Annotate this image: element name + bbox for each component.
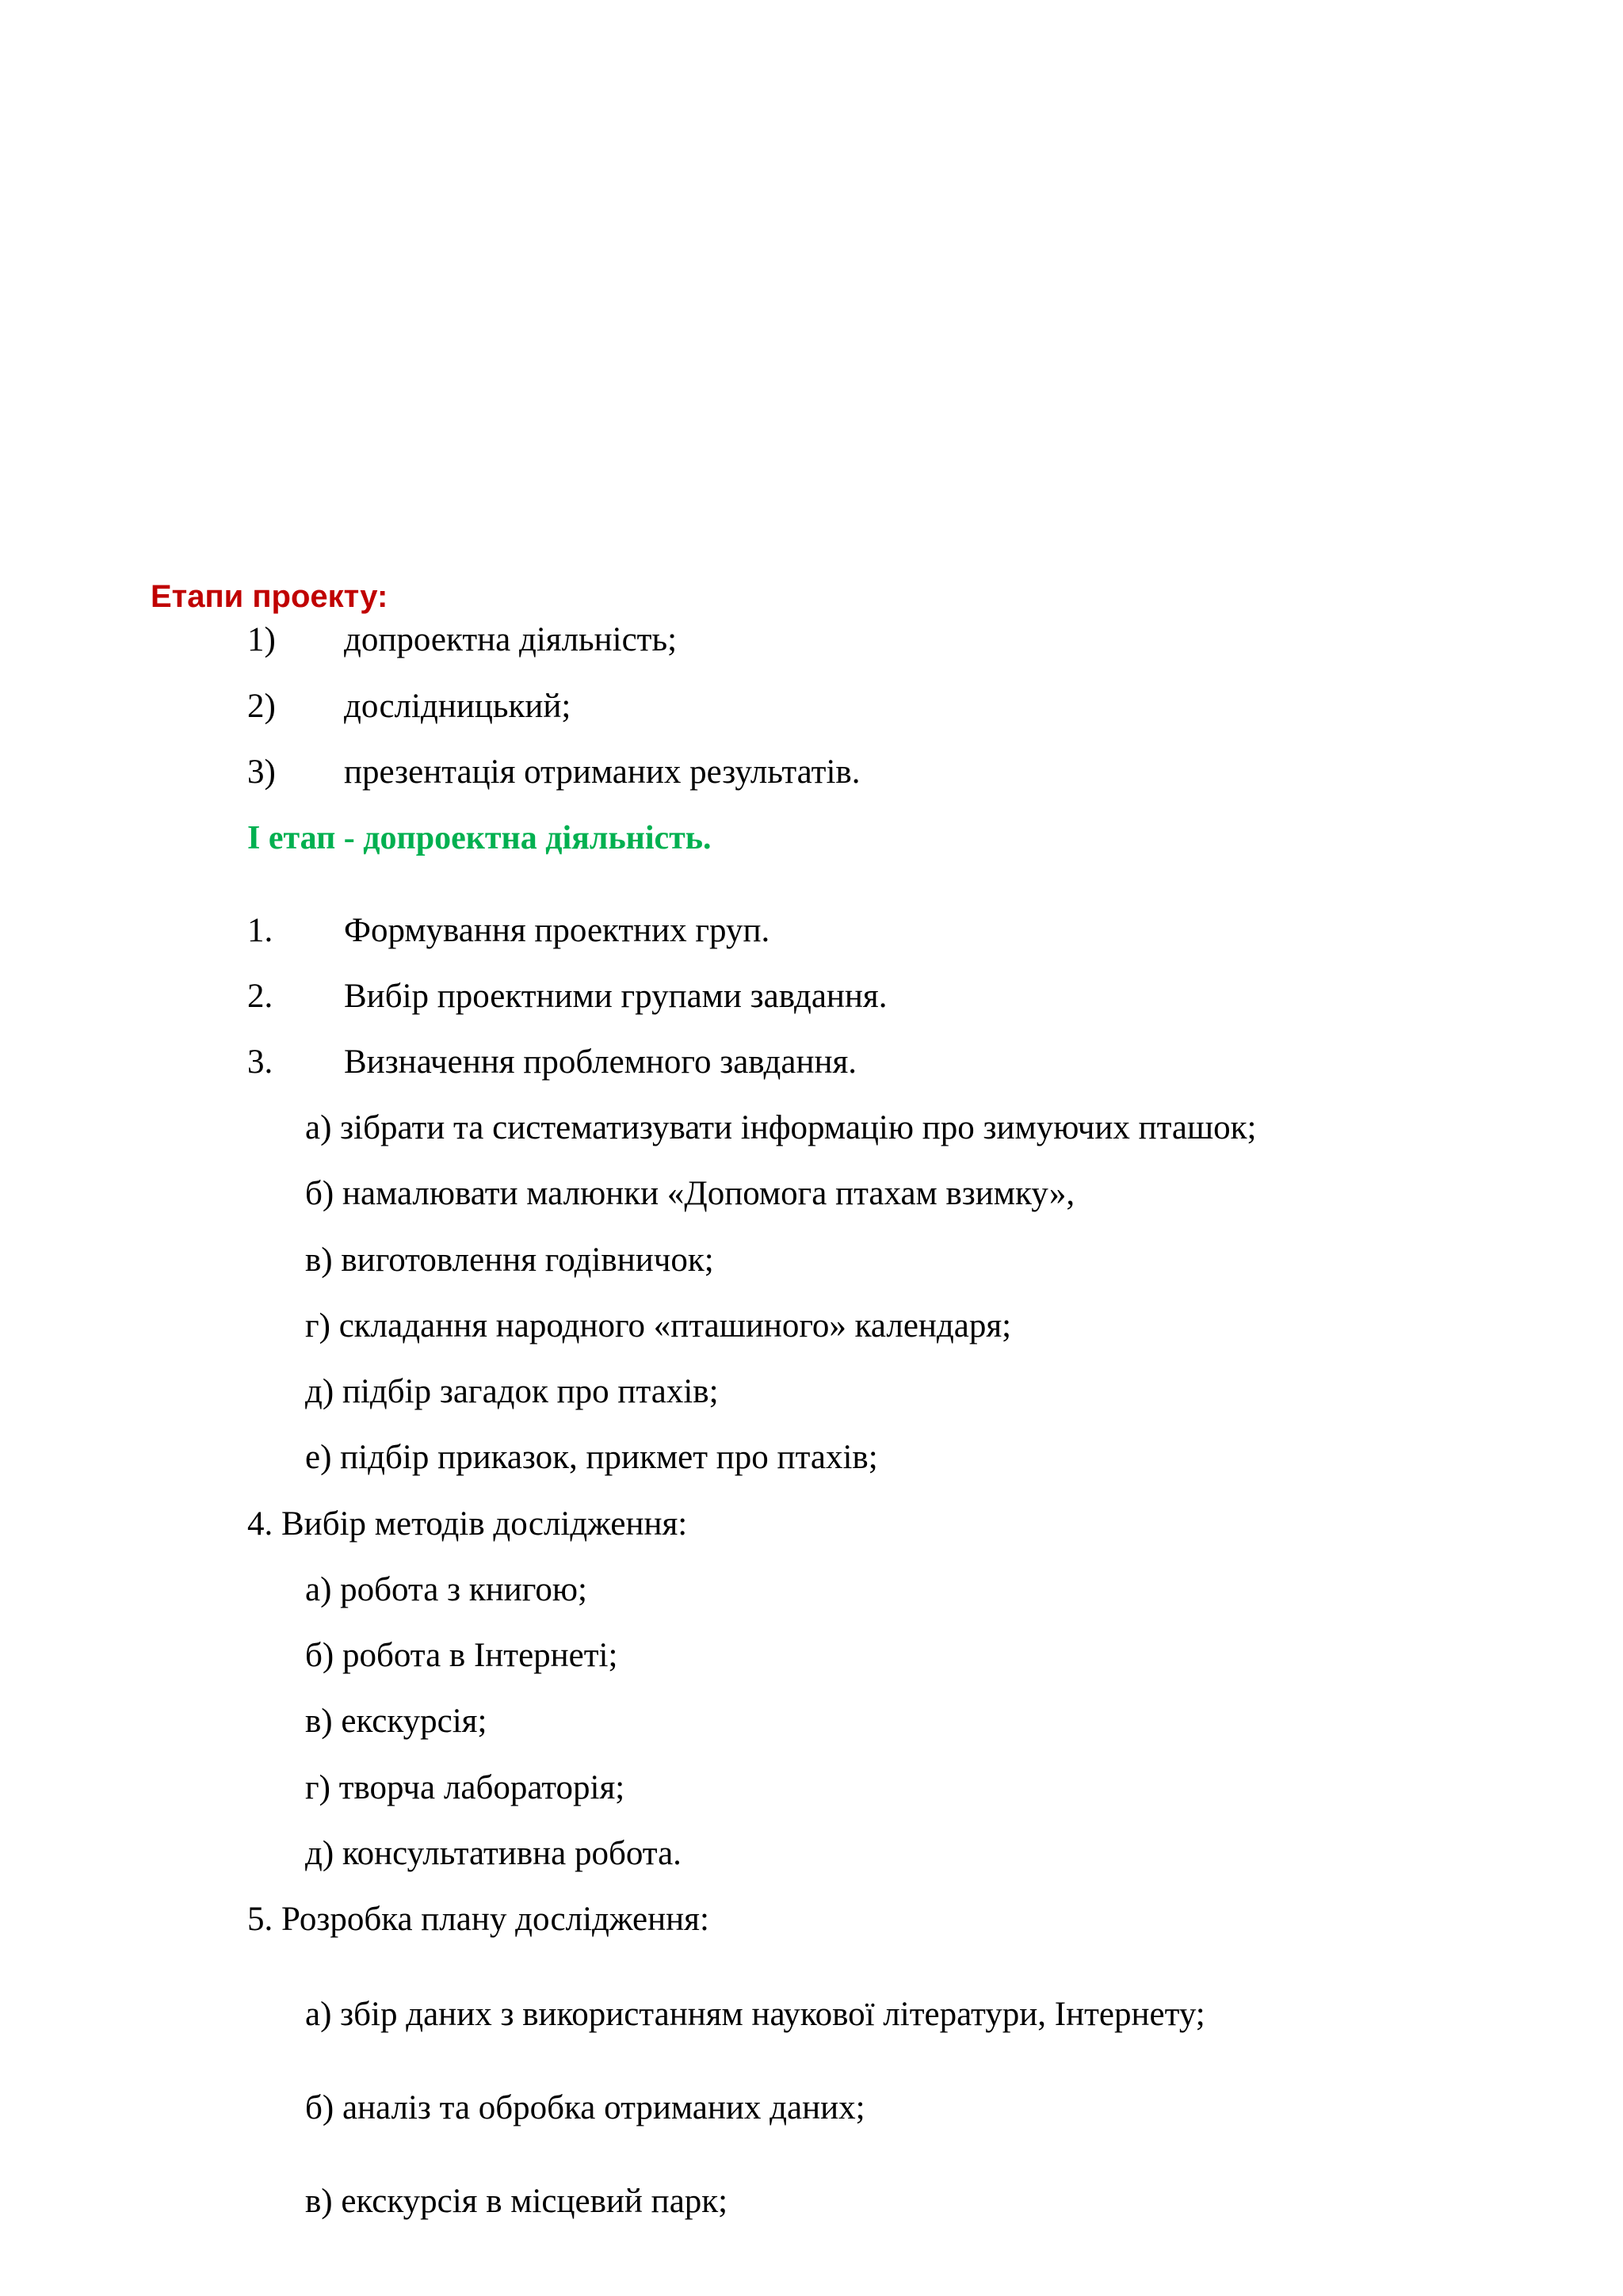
- stage-number-3: 3): [247, 753, 276, 791]
- method-item: б) робота в Інтернеті;: [305, 1637, 618, 1674]
- stage-number-1: 1): [247, 621, 276, 658]
- step-4: 4. Вибір методів дослідження:: [247, 1505, 688, 1543]
- step-number-1: 1.: [247, 912, 273, 949]
- stage-number-2: 2): [247, 688, 276, 725]
- stage-text-2: дослідницький;: [344, 688, 571, 725]
- plan-item: в) екскурсія в місцевий парк;: [305, 2183, 728, 2220]
- plan-item: б) аналіз та обробка отриманих даних;: [305, 2089, 865, 2126]
- task-item: а) зібрати та систематизувати інформацію про зимуючих пташок;: [305, 1109, 1257, 1146]
- plan-item: а) збір даних з використанням наукової літератури, Інтернету;: [305, 1996, 1205, 2033]
- step-5: 5. Розробка плану дослідження:: [247, 1901, 709, 1938]
- method-item: в) екскурсія;: [305, 1703, 487, 1740]
- stage-text-1: допроектна діяльність;: [344, 621, 678, 658]
- step-text-2: Вибір проектними групами завдання.: [344, 978, 888, 1015]
- method-item: д) консультативна робота.: [305, 1835, 682, 1872]
- task-item: г) складання народного «пташиного» календаря;: [305, 1307, 1012, 1344]
- task-item: е) підбір приказок, прикмет про птахів;: [305, 1439, 878, 1476]
- task-item: б) намалювати малюнки «Допомога птахам взимку»,: [305, 1175, 1075, 1212]
- task-item: в) виготовлення годівничок;: [305, 1241, 714, 1279]
- step-number-2: 2.: [247, 978, 273, 1015]
- method-item: г) творча лабораторія;: [305, 1769, 625, 1806]
- stage1-heading: І етап - допроектна діяльність.: [247, 820, 712, 856]
- step-text-3: Визначення проблемного завдання.: [344, 1043, 857, 1081]
- task-item: д) підбір загадок про птахів;: [305, 1373, 719, 1410]
- step-text-1: Формування проектних груп.: [344, 912, 770, 949]
- stages-heading: Етапи проекту:: [151, 579, 388, 614]
- stage-text-3: презентація отриманих результатів.: [344, 753, 861, 791]
- step-number-3: 3.: [247, 1043, 273, 1081]
- method-item: а) робота з книгою;: [305, 1571, 587, 1608]
